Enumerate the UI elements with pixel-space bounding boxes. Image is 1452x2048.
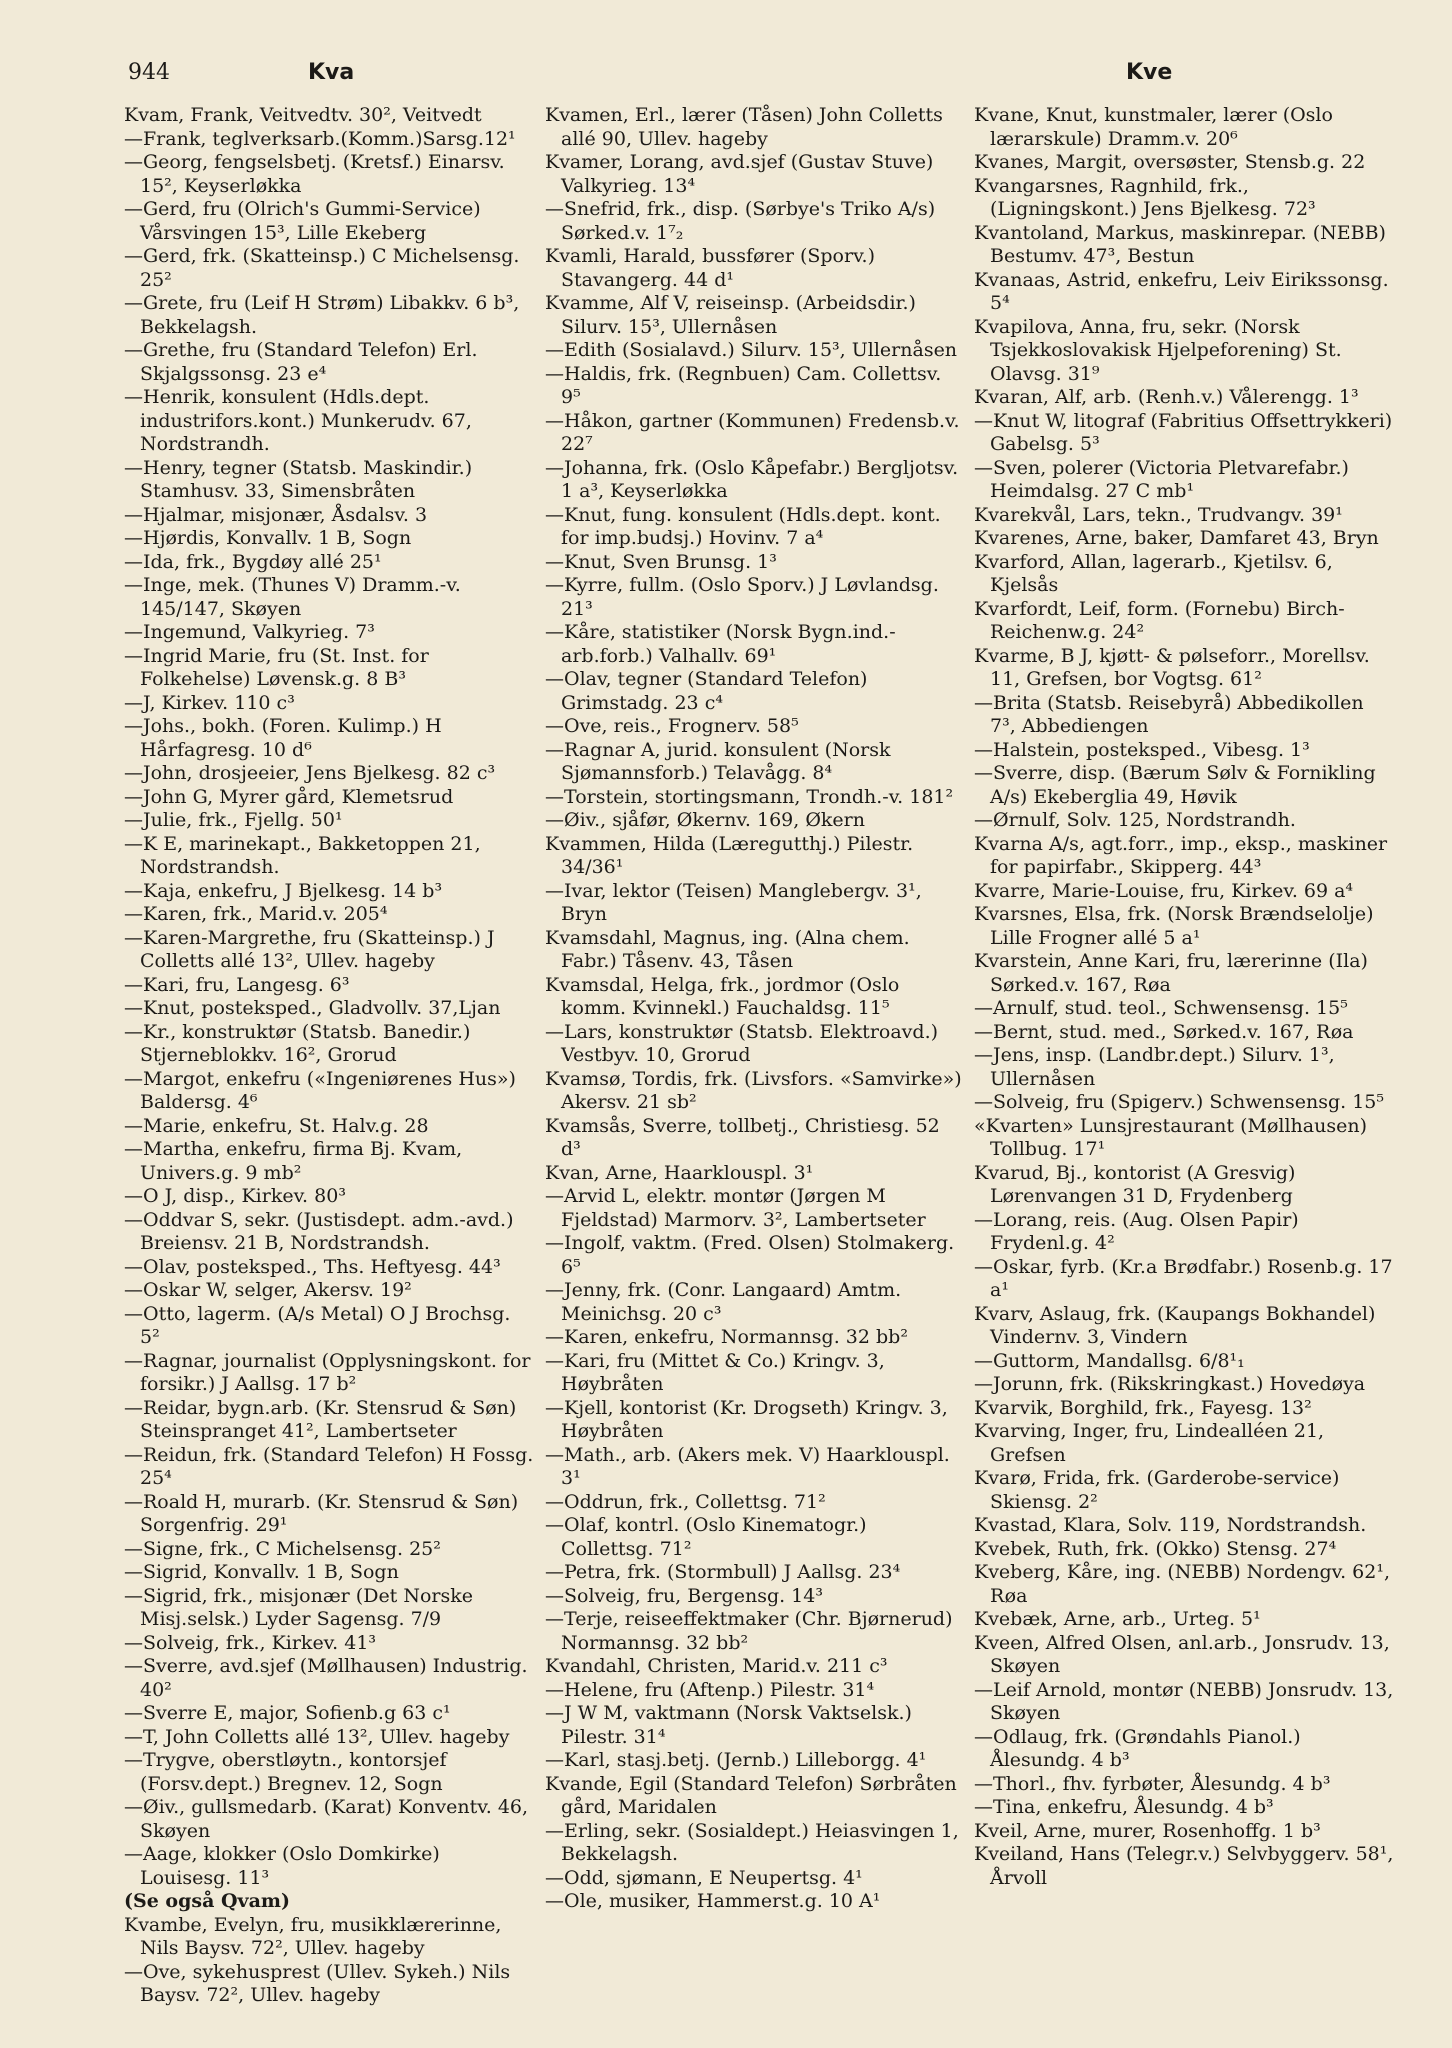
- directory-entry: —Kari, fru (Mittet & Co.) Kringv. 3, Høybråten: [545, 1349, 885, 1395]
- directory-entry: —Øiv., gullsmedarb. (Karat) Konventv. 46, Skøyen: [124, 1796, 529, 1842]
- directory-entry: —Thorl., fhv. fyrbøter, Ålesundg. 4 b³: [974, 1772, 1331, 1795]
- directory-entry: —Oskar W, selger, Akersv. 19²: [124, 1279, 412, 1301]
- running-head-left: Kva: [308, 60, 355, 85]
- directory-entry: Kvarna A/s, agt.forr., imp., eksp., maskiner for papirfabr., Skipperg. 44³: [974, 832, 1388, 878]
- directory-entry: —Ove, sykehusprest (Ullev. Sykeh.) Nils Baysv. 72², Ullev. hageby: [124, 1960, 511, 2006]
- directory-entry: Kvarving, Inger, fru, Lindealléen 21, Grefsen: [974, 1420, 1325, 1466]
- directory-entry: Kvamsås, Sverre, tollbetj., Christiesg. 52 d³: [545, 1114, 940, 1160]
- directory-entry: —Ørnulf, Solv. 125, Nordstrandh.: [974, 809, 1296, 831]
- directory-entry: Kvarre, Marie-Louise, fru, Kirkev. 69 a⁴: [974, 879, 1354, 902]
- directory-entry: —Ingrid Marie, fru (St. Inst. for Folkehelse) Løvensk.g. 8 B³: [124, 644, 429, 690]
- directory-entry: —Reidar, bygn.arb. (Kr. Stensrud & Søn) Steinspranget 41², Lambertseter: [124, 1396, 517, 1442]
- directory-entry: —Knut, Sven Brunsg. 1³: [545, 550, 777, 573]
- directory-entry: Kvamen, Erl., lærer (Tåsen) John Colletts allé 90, Ullev. hageby: [545, 104, 943, 150]
- directory-entry: —Ragnar, journalist (Opplysningskont. for forsikr.) J Aallsg. 17 b²: [124, 1349, 531, 1395]
- directory-entry: —Sven, polerer (Victoria Pletvarefabr.) Heimdalsg. 27 C mb¹: [974, 456, 1349, 502]
- directory-entry: —Knut W, litograf (Fabritius Offsettrykkeri) Gabelsg. 5³: [974, 409, 1393, 455]
- directory-entry: Kvandahl, Christen, Marid.v. 211 c³: [545, 1655, 888, 1677]
- directory-entry: Kvande, Egil (Standard Telefon) Sørbråten gård, Maridalen: [545, 1772, 957, 1818]
- directory-entry: Kvamsdahl, Magnus, ing. (Alna chem. Fabr.) Tåsenv. 43, Tåsen: [545, 926, 910, 972]
- directory-entry: —Trygve, oberstløytn., kontorsjef (Forsv.dept.) Bregnev. 12, Sogn: [124, 1749, 447, 1795]
- directory-entry: —Bernt, stud. med., Sørked.v. 167, Røa: [974, 1020, 1354, 1043]
- directory-entry: Kvamer, Lorang, avd.sjef (Gustav Stuve) Valkyrieg. 13⁴: [545, 151, 934, 197]
- directory-entry: —Odlaug, frk. (Grøndahls Pianol.) Ålesundg. 4 b³: [974, 1725, 1301, 1771]
- directory-entry: —Snefrid, frk., disp. (Sørbye's Triko A/s) Sørked.v. 1⁷₂: [545, 198, 936, 244]
- directory-entry: —Martha, enkefru, firma Bj. Kvam, Univers.g. 9 mb²: [124, 1138, 463, 1184]
- directory-entry: —Halstein, posteksped., Vibesg. 1³: [974, 738, 1310, 761]
- directory-entry: —Aage, klokker (Oslo Domkirke) Louisesg. 11³: [124, 1843, 440, 1889]
- directory-entry: —Henrik, konsulent (Hdls.dept. industrifors.kont.) Munkerudv. 67, Nordstrandh.: [124, 386, 472, 455]
- directory-entry: —Olaf, kontrl. (Oslo Kinematogr.) Collettsg. 71²: [545, 1514, 867, 1560]
- directory-entry: —Håkon, gartner (Kommunen) Fredensb.v. 22⁷: [545, 409, 960, 455]
- directory-entry: «Kvarten» Lunsjrestaurant (Møllhausen) Tollbug. 17¹: [974, 1114, 1367, 1160]
- directory-entry: —Grete, fru (Leif H Strøm) Libakkv. 6 b³, Bekkelagsh.: [124, 292, 520, 338]
- directory-entry: —Knut, posteksped., Gladvollv. 37,Ljan: [124, 997, 501, 1019]
- directory-entry: Kvam, Frank, Veitvedtv. 30², Veitvedt: [124, 104, 482, 126]
- directory-entry: —Johanna, frk. (Oslo Kåpefabr.) Bergljotsv. 1 a³, Keyserløkka: [545, 456, 959, 502]
- directory-entry: —Ivar, lektor (Teisen) Manglebergv. 3¹, Bryn: [545, 879, 922, 925]
- directory-entry: —Marie, enkefru, St. Halv.g. 28: [124, 1114, 429, 1137]
- directory-entry: —Kr., konstruktør (Statsb. Banedir.) Stjerneblokkv. 16², Grorud: [124, 1020, 471, 1066]
- directory-entry: —Kari, fru, Langesg. 6³: [124, 973, 350, 996]
- directory-entry: —Reidun, frk. (Standard Telefon) H Fossg. 25⁴: [124, 1443, 534, 1489]
- directory-entry: —Ingolf, vaktm. (Fred. Olsen) Stolmakerg. 6⁵: [545, 1232, 955, 1278]
- directory-entry: —Olav, tegner (Standard Telefon) Grimstadg. 23 c⁴: [545, 668, 868, 714]
- directory-entry: —T, John Colletts allé 13², Ullev. hageby: [124, 1725, 510, 1748]
- directory-entry: Kvamsø, Tordis, frk. (Livsfors. «Samvirke») Akersv. 21 sb²: [545, 1067, 962, 1113]
- column-3: [974, 104, 1394, 2024]
- directory-entry: —Sigrid, frk., misjonær (Det Norske Misj.selsk.) Lyder Sagensg. 7/9: [124, 1584, 474, 1630]
- directory-entry: Kvarstein, Anne Kari, fru, lærerinne (Ila) Sørked.v. 167, Røa: [974, 950, 1368, 996]
- directory-entry: —Sverre E, major, Sofienb.g 63 c¹: [124, 1702, 451, 1724]
- directory-entry: —John, drosjeeier, Jens Bjelkesg. 82 c³: [124, 762, 496, 784]
- directory-entry: Kvarford, Allan, lagerarb., Kjetilsv. 6, Kjelsås: [974, 550, 1333, 596]
- column-2: [545, 104, 963, 2024]
- directory-entry: —Julie, frk., Fjellg. 50¹: [124, 809, 343, 831]
- directory-entry: —Roald H, murarb. (Kr. Stensrud & Søn) Sorgenfrig. 29¹: [124, 1490, 519, 1536]
- directory-entry: —Kjell, kontorist (Kr. Drogseth) Kringv. 3, Høybråten: [545, 1396, 948, 1442]
- directory-entry: —Tina, enkefru, Ålesundg. 4 b³: [974, 1796, 1274, 1818]
- directory-entry: Kvane, Knut, kunstmaler, lærer (Oslo lærarskule) Dramm.v. 20⁶: [974, 104, 1333, 150]
- directory-entry: —Karen-Margrethe, fru (Skatteinsp.) J Colletts allé 13², Ullev. hageby: [124, 926, 495, 972]
- directory-entry: —Ove, reis., Frognerv. 58⁵: [545, 715, 799, 737]
- directory-entry: —Kaja, enkefru, J Bjelkesg. 14 b³: [124, 879, 443, 902]
- directory-entry: Kvarvik, Borghild, frk., Fayesg. 13²: [974, 1396, 1312, 1419]
- directory-entry: —Frank, teglverksarb.(Komm.)Sarsg.12¹: [124, 127, 516, 150]
- page-header: [128, 60, 1392, 100]
- directory-entry: Kvambe, Evelyn, fru, musikklærerinne, Nils Baysv. 72², Ullev. hageby: [124, 1913, 502, 1959]
- directory-entry: Kvarv, Aslaug, frk. (Kaupangs Bokhandel) Vindernv. 3, Vindern: [974, 1302, 1376, 1348]
- directory-entry: —Petra, frk. (Stormbull) J Aallsg. 23⁴: [545, 1561, 901, 1583]
- directory-entry: —Solveig, fru (Spigerv.) Schwensensg. 15⁵: [974, 1091, 1385, 1113]
- directory-entry: —Haldis, frk. (Regnbuen) Cam. Collettsv. 9⁵: [545, 362, 942, 408]
- directory-entry: Kvebæk, Arne, arb., Urteg. 5¹: [974, 1608, 1261, 1630]
- directory-entry: Kveberg, Kåre, ing. (NEBB) Nordengv. 62¹, Røa: [974, 1561, 1391, 1607]
- directory-entry: Kvaran, Alf, arb. (Renh.v.) Vålerengg. 1³: [974, 386, 1359, 408]
- running-head-right: Kve: [1126, 60, 1173, 85]
- directory-entry: —Karl, stasj.betj. (Jernb.) Lilleborgg. 4¹: [545, 1749, 927, 1771]
- directory-entry: —Karen, frk., Marid.v. 205⁴: [124, 903, 388, 925]
- directory-entry: (Se også Qvam): [124, 1890, 290, 1912]
- directory-entry: —Ragnar A, jurid. konsulent (Norsk Sjømannsforb.) Telavågg. 8⁴: [545, 738, 891, 784]
- directory-entry: —K E, marinekapt., Bakketoppen 21, Nordstrandsh.: [124, 832, 481, 878]
- directory-entry: —Johs., bokh. (Foren. Kulimp.) H Hårfagresg. 10 d⁶: [124, 715, 442, 761]
- directory-entry: —Inge, mek. (Thunes V) Dramm.-v. 145/147, Skøyen: [124, 574, 461, 620]
- directory-entry: —Guttorm, Mandallsg. 6/8¹₁: [974, 1349, 1245, 1372]
- directory-entry: Kvamme, Alf V, reiseinsp. (Arbeidsdir.) Silurv. 15³, Ullernåsen: [545, 292, 916, 338]
- directory-entry: —Jenny, frk. (Conr. Langaard) Amtm. Meinichsg. 20 c³: [545, 1279, 902, 1325]
- directory-entry: —Sverre, avd.sjef (Møllhausen) Industrig. 40²: [124, 1655, 528, 1701]
- directory-entry: Kvanaas, Astrid, enkefru, Leiv Eirikssonsg. 5⁴: [974, 268, 1389, 314]
- directory-entry: Kvangarsnes, Ragnhild, frk., (Ligningskont.) Jens Bjelkesg. 72³: [974, 174, 1316, 220]
- directory-entry: —Terje, reiseeffektmaker (Chr. Bjørnerud) Normannsg. 32 bb²: [545, 1608, 953, 1654]
- directory-entry: —Gerd, fru (Olrich's Gummi-Service) Vårsvingen 15³, Lille Ekeberg: [124, 198, 481, 244]
- directory-entry: —O J, disp., Kirkev. 80³: [124, 1185, 346, 1207]
- directory-entry: —Jens, insp. (Landbr.dept.) Silurv. 1³, Ullernåsen: [974, 1044, 1335, 1090]
- directory-entry: —Gerd, frk. (Skatteinsp.) C Michelsensg. 25²: [124, 245, 520, 291]
- directory-entry: —Karen, enkefru, Normannsg. 32 bb²: [545, 1326, 908, 1348]
- directory-entry: Kvarø, Frida, frk. (Garderobe-service) Skiensg. 2²: [974, 1467, 1340, 1513]
- directory-entry: Kvarud, Bj., kontorist (A Gresvig) Lørenvangen 31 D, Frydenberg: [974, 1161, 1296, 1207]
- directory-entry: —Ida, frk., Bygdøy allé 25¹: [124, 550, 382, 573]
- page-number: 944: [128, 60, 170, 85]
- directory-entry: —Signe, frk., C Michelsensg. 25²: [124, 1537, 441, 1560]
- directory-entry: —Jorunn, frk. (Rikskringkast.) Hovedøya: [974, 1373, 1366, 1395]
- directory-entry: Kvarenes, Arne, baker, Damfaret 43, Bryn: [974, 527, 1379, 549]
- directory-entry: —J W M, vaktmann (Norsk Vaktselsk.) Pilestr. 31⁴: [545, 1702, 912, 1748]
- directory-entry: —Grethe, fru (Standard Telefon) Erl. Skjalgssonsg. 23 e⁴: [124, 339, 478, 385]
- directory-entry: —Oddvar S, sekr. (Justisdept. adm.-avd.) Breiensv. 21 B, Nordstrandsh.: [124, 1208, 514, 1254]
- directory-entry: —Torstein, stortingsmann, Trondh.-v. 181²: [545, 785, 954, 808]
- directory-entry: —Leif Arnold, montør (NEBB) Jonsrudv. 13, Skøyen: [974, 1678, 1394, 1724]
- directory-entry: —Hjørdis, Konvallv. 1 B, Sogn: [124, 527, 412, 549]
- directory-entry: —Solveig, frk., Kirkev. 41³: [124, 1631, 377, 1654]
- directory-entry: —Ole, musiker, Hammerst.g. 10 A¹: [545, 1890, 881, 1912]
- directory-entry: —Brita (Statsb. Reisebyrå) Abbedikollen 7³, Abbediengen: [974, 691, 1364, 737]
- directory-columns: [124, 104, 1394, 2024]
- directory-entry: —Ingemund, Valkyrieg. 7³: [124, 621, 375, 643]
- directory-entry: Kvebek, Ruth, frk. (Okko) Stensg. 27⁴: [974, 1537, 1337, 1560]
- directory-entry: —Øiv., sjåfør, Økernv. 169, Økern: [545, 809, 865, 831]
- directory-entry: —J, Kirkev. 110 c³: [124, 691, 295, 714]
- directory-entry: Kveil, Arne, murer, Rosenhoffg. 1 b³: [974, 1819, 1321, 1842]
- directory-entry: —Odd, sjømann, E Neupertsg. 4¹: [545, 1866, 863, 1889]
- directory-entry: Kvarfordt, Leif, form. (Fornebu) Birch-Reichenw.g. 24²: [974, 597, 1345, 643]
- directory-entry: Kvan, Arne, Haarklouspl. 3¹: [545, 1161, 814, 1184]
- directory-entry: —Math., arb. (Akers mek. V) Haarklouspl. 3¹: [545, 1443, 950, 1489]
- directory-entry: —Hjalmar, misjonær, Åsdalsv. 3: [124, 503, 428, 526]
- directory-entry: —Sverre, disp. (Bærum Sølv & Fornikling A/s) Ekeberglia 49, Høvik: [974, 762, 1376, 808]
- directory-entry: —Erling, sekr. (Sosialdept.) Heiasvingen 1, Bekkelagsh.: [545, 1819, 959, 1865]
- directory-entry: —Sigrid, Konvallv. 1 B, Sogn: [124, 1561, 399, 1583]
- directory-entry: —Arvid L, elektr. montør (Jørgen M Fjeldstad) Marmorv. 3², Lambertseter: [545, 1185, 926, 1231]
- directory-entry: Kvanes, Margit, oversøster, Stensb.g. 22: [974, 151, 1366, 173]
- directory-entry: —Lars, konstruktør (Statsb. Elektroavd.) Vestbyv. 10, Grorud: [545, 1020, 939, 1066]
- directory-entry: Kvarsnes, Elsa, frk. (Norsk Brændselolje) Lille Frogner allé 5 a¹: [974, 903, 1374, 949]
- directory-entry: —Lorang, reis. (Aug. Olsen Papir) Frydenl.g. 4²: [974, 1208, 1299, 1254]
- directory-entry: —Margot, enkefru («Ingeniørenes Hus») Baldersg. 4⁶: [124, 1067, 516, 1113]
- directory-entry: —Oskar, fyrb. (Kr.a Brødfabr.) Rosenb.g. 17 a¹: [974, 1255, 1393, 1301]
- directory-entry: Kvarekvål, Lars, tekn., Trudvangv. 39¹: [974, 503, 1343, 526]
- directory-entry: —Kyrre, fullm. (Oslo Sporv.) J Løvlandsg. 21³: [545, 574, 939, 620]
- column-1: [124, 104, 534, 2024]
- directory-entry: —Solveig, fru, Bergensg. 14³: [545, 1584, 823, 1607]
- directory-entry: Kvantoland, Markus, maskinrepar. (NEBB) Bestumv. 47³, Bestun: [974, 221, 1386, 267]
- directory-entry: Kveen, Alfred Olsen, anl.arb., Jonsrudv. 13, Skøyen: [974, 1631, 1390, 1677]
- directory-entry: —Georg, fengselsbetj. (Kretsf.) Einarsv. 15², Keyserløkka: [124, 151, 505, 197]
- directory-entry: —Helene, fru (Aftenp.) Pilestr. 31⁴: [545, 1678, 875, 1701]
- directory-entry: Kveiland, Hans (Telegr.v.) Selvbyggerv. 58¹, Årvoll: [974, 1843, 1394, 1889]
- directory-entry: —John G, Myrer gård, Klemetsrud: [124, 785, 454, 808]
- directory-entry: —Henry, tegner (Statsb. Maskindir.) Stamhusv. 33, Simensbråten: [124, 456, 473, 502]
- directory-entry: Kvamsdal, Helga, frk., jordmor (Oslo komm. Kvinnekl.) Fauchaldsg. 11⁵: [545, 973, 900, 1019]
- directory-entry: Kvapilova, Anna, fru, sekr. (Norsk Tsjekkoslovakisk Hjelpeforening) St. Olavsg. 31⁹: [974, 315, 1342, 385]
- directory-entry: —Knut, fung. konsulent (Hdls.dept. kont. for imp.budsj.) Hovinv. 7 a⁴: [545, 503, 941, 549]
- directory-entry: Kvamli, Harald, bussfører (Sporv.) Stavangerg. 44 d¹: [545, 245, 875, 291]
- directory-entry: —Arnulf, stud. teol., Schwensensg. 15⁵: [974, 997, 1348, 1019]
- directory-entry: —Olav, posteksped., Ths. Heftyesg. 44³: [124, 1255, 501, 1278]
- directory-entry: Kvammen, Hilda (Læregutthj.) Pilestr. 34/36¹: [545, 832, 914, 878]
- directory-entry: —Edith (Sosialavd.) Silurv. 15³, Ullernåsen: [545, 339, 958, 361]
- directory-entry: —Otto, lagerm. (A/s Metal) O J Brochsg. 5²: [124, 1302, 511, 1348]
- directory-entry: Kvarme, B J, kjøtt- & pølseforr., Morellsv. 11, Grefsen, bor Vogtsg. 61²: [974, 644, 1370, 690]
- directory-entry: Kvastad, Klara, Solv. 119, Nordstrandsh.: [974, 1514, 1367, 1536]
- directory-entry: —Oddrun, frk., Collettsg. 71²: [545, 1490, 826, 1513]
- directory-entry: —Kåre, statistiker (Norsk Bygn.ind.-arb.forb.) Valhallv. 69¹: [545, 621, 896, 667]
